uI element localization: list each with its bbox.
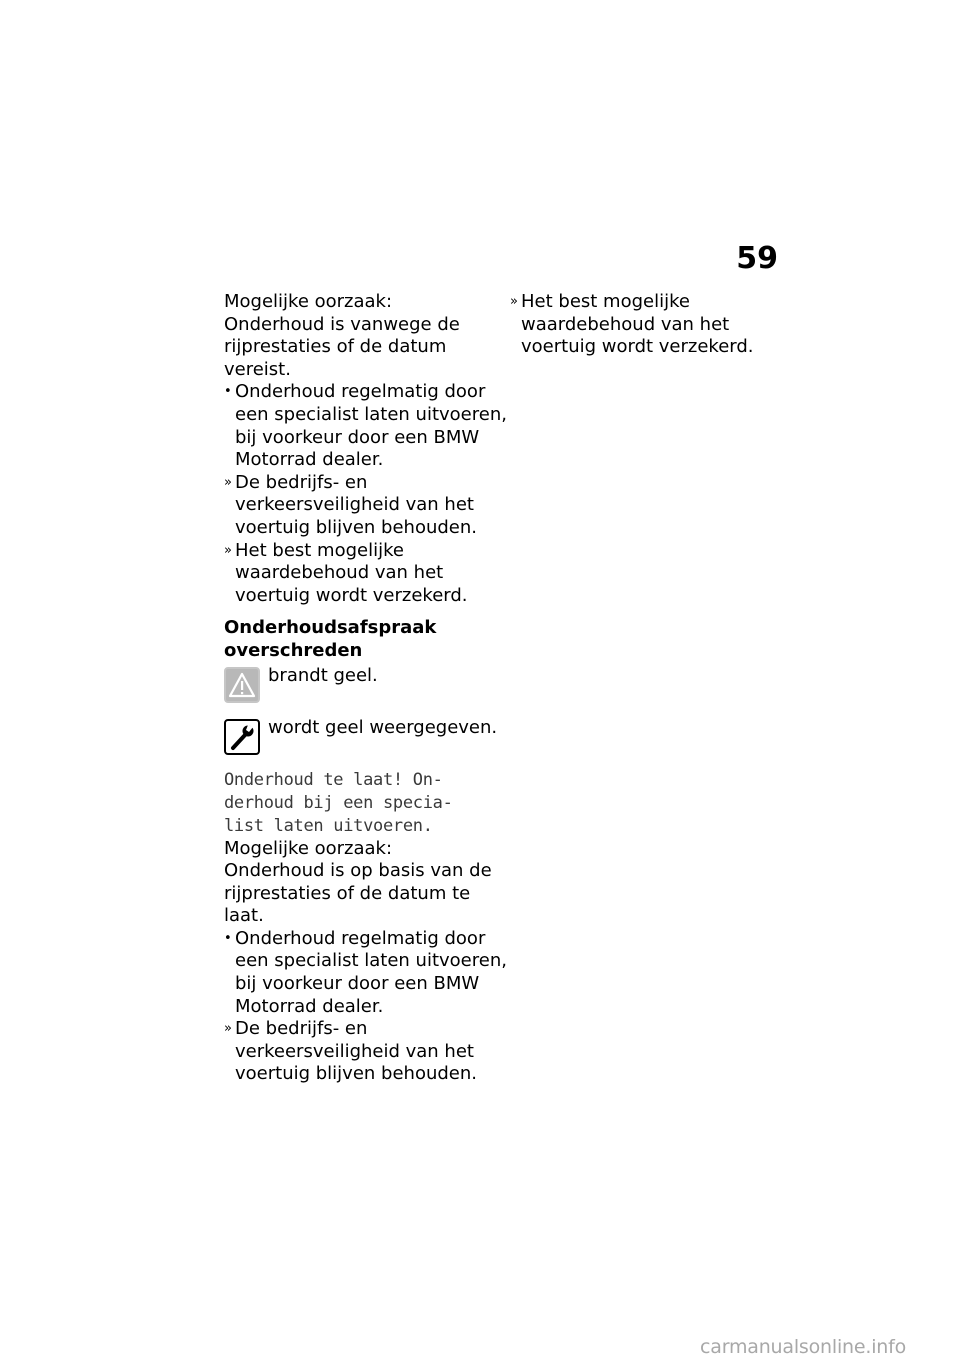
result-marker: » [224, 542, 232, 558]
display-message: Onderhoud te laat! On- derhoud bij een specia- list laten uitvoeren. [224, 769, 453, 836]
list-item [224, 381, 514, 471]
list-item [510, 291, 800, 359]
result-text: Het best mogelijke waardebehoud van het voertuig wordt verzekerd. [235, 539, 468, 606]
instruction-text: Onderhoud regelmatig door een specialist laten uitvoeren, bij voorkeur door een BMW Motorrad dealer. [235, 381, 507, 471]
warning-indicator-text: brandt geel. [268, 664, 378, 686]
result-text: De bedrijfs- en verkeersveiligheid van het voertuig blijven behouden. [235, 471, 477, 538]
section-heading: Onderhoudsafspraak overschreden [224, 617, 437, 661]
service-indicator-text: wordt geel weergegeven. [268, 716, 498, 738]
warning-indicator-row [224, 665, 514, 705]
page-number: 59 [736, 241, 778, 276]
wrench-icon [224, 719, 260, 755]
list-item [224, 472, 514, 540]
right-column [510, 291, 800, 359]
cause-text: Onderhoud is op basis van de rijprestaties of de datum te laat. [224, 860, 492, 927]
result-text: De bedrijfs- en verkeersveiligheid van het voertuig blijven behouden. [235, 1018, 477, 1085]
cause-text: Onderhoud is vanwege de rijprestaties of de datum vereist. [224, 313, 460, 380]
bullet-marker: • [224, 384, 232, 400]
result-text: Het best mogelijke waardebehoud van het voertuig wordt verzekerd. [521, 291, 754, 358]
result-marker: » [224, 474, 232, 490]
result-marker: » [510, 294, 518, 309]
list-item [224, 928, 514, 1018]
watermark: carmanualsonline.info [700, 1336, 907, 1358]
left-column [224, 291, 514, 1086]
list-item [224, 540, 514, 608]
result-marker: » [224, 1021, 232, 1037]
cause-label: Mogelijke oorzaak: [224, 291, 393, 312]
cause-label: Mogelijke oorzaak: [224, 837, 393, 859]
service-indicator-row [224, 717, 514, 759]
list-item [224, 1018, 514, 1086]
warning-triangle-icon [224, 667, 260, 703]
bullet-marker: • [224, 930, 232, 946]
instruction-text: Onderhoud regelmatig door een specialist laten uitvoeren, bij voorkeur door een BMW Motorrad dealer. [235, 927, 507, 1017]
